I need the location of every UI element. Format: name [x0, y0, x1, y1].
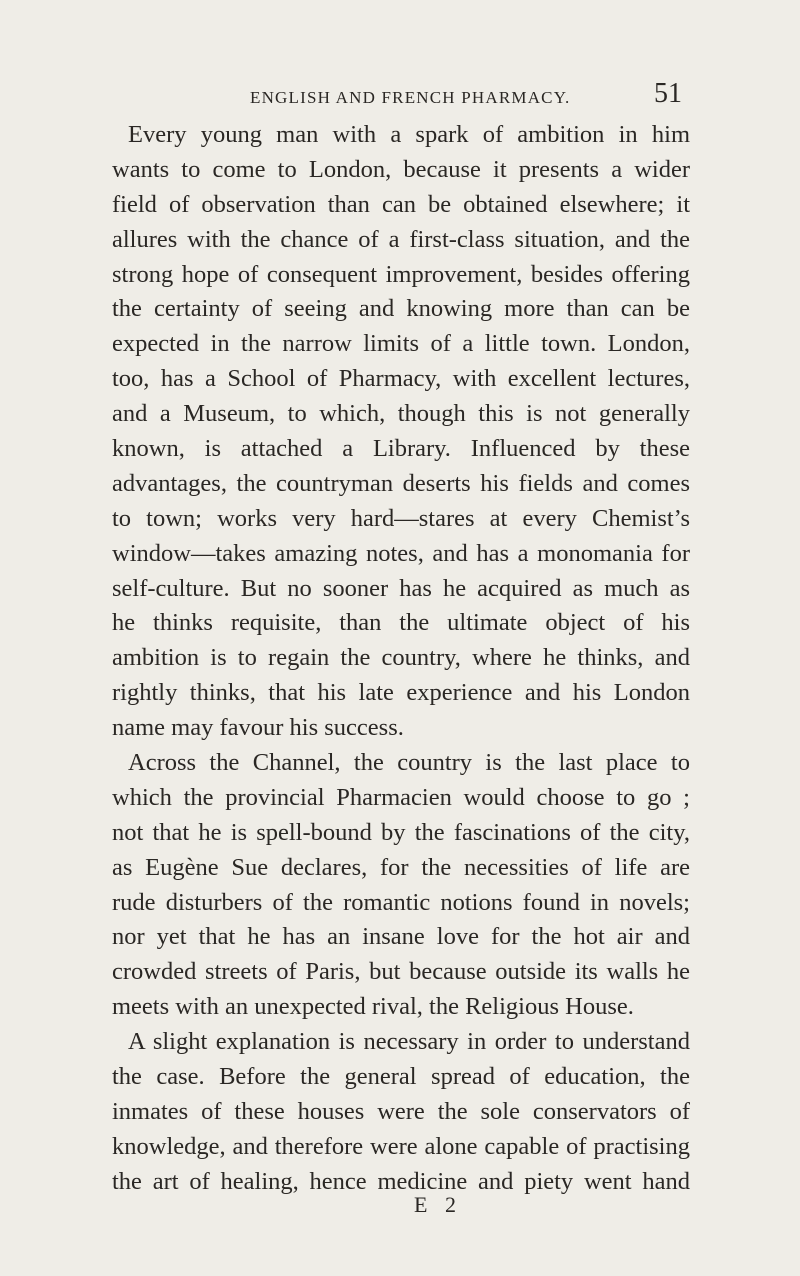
text-line: too, has a School of Pharmacy, with excellent lectures, — [112, 365, 690, 393]
text-line: nor yet that he has an insane love for the hot air and — [112, 923, 690, 951]
text-line: to town; works very hard—stares at every Chemist’s — [112, 504, 690, 532]
text-line: the art of healing, hence medicine and piety went hand — [112, 1167, 690, 1195]
text-line: Every young man with a spark of ambition in him — [128, 121, 690, 148]
text-line: A slight explanation is necessary in order to understand — [128, 1028, 690, 1056]
text-line: rude disturbers of the romantic notions found in novels; — [112, 888, 690, 916]
text-line: crowded streets of Paris, but because outside its walls he — [112, 958, 690, 986]
text-line: name may favour his success. — [112, 714, 404, 742]
text-line: Across the Channel, the country is the last place to — [128, 749, 690, 777]
text-line: expected in the narrow limits of a little town. London, — [112, 330, 690, 358]
text-line: field of observation than can be obtained elsewhere; it — [112, 190, 690, 218]
signature-mark: E 2 — [414, 1192, 462, 1217]
text-line: self-culture. But no sooner has he acquired as much as — [112, 574, 690, 602]
text-line: the certainty of seeing and knowing more than can be — [112, 295, 690, 323]
text-line: which the provincial Pharmacien would choose to go ; — [112, 783, 690, 811]
text-line: and a Museum, to which, though this is not generally — [112, 400, 690, 428]
page-number: 51 — [654, 78, 682, 109]
text-line: advantages, the countryman deserts his fields and comes — [112, 469, 690, 497]
text-line: allures with the chance of a first-class situation, and the — [112, 225, 690, 253]
text-line: wants to come to London, because it presents a wider — [112, 155, 690, 183]
text-line: rightly thinks, that his late experience and his London — [112, 679, 690, 707]
text-line: strong hope of consequent improvement, besides offering — [112, 260, 690, 288]
text-line: inmates of these houses were the sole conservators of — [112, 1097, 690, 1125]
text-line: knowledge, and therefore were alone capable of practising — [112, 1132, 690, 1160]
text-line: known, is attached a Library. Influenced by these — [112, 435, 690, 463]
text-line: window—takes amazing notes, and has a monomania for — [112, 539, 690, 567]
running-title: ENGLISH AND FRENCH PHARMACY. — [250, 88, 571, 107]
text-line: meets with an unexpected rival, the Religious House. — [112, 993, 634, 1021]
page-header — [250, 78, 680, 114]
body-text — [112, 118, 690, 1200]
text-line: the case. Before the general spread of education, the — [112, 1063, 690, 1091]
text-line: as Eugène Sue declares, for the necessities of life are — [112, 853, 690, 881]
text-line: he thinks requisite, than the ultimate object of his — [112, 609, 690, 637]
text-line: not that he is spell-bound by the fascinations of the city, — [112, 818, 690, 846]
text-line: ambition is to regain the country, where he thinks, and — [112, 644, 690, 672]
